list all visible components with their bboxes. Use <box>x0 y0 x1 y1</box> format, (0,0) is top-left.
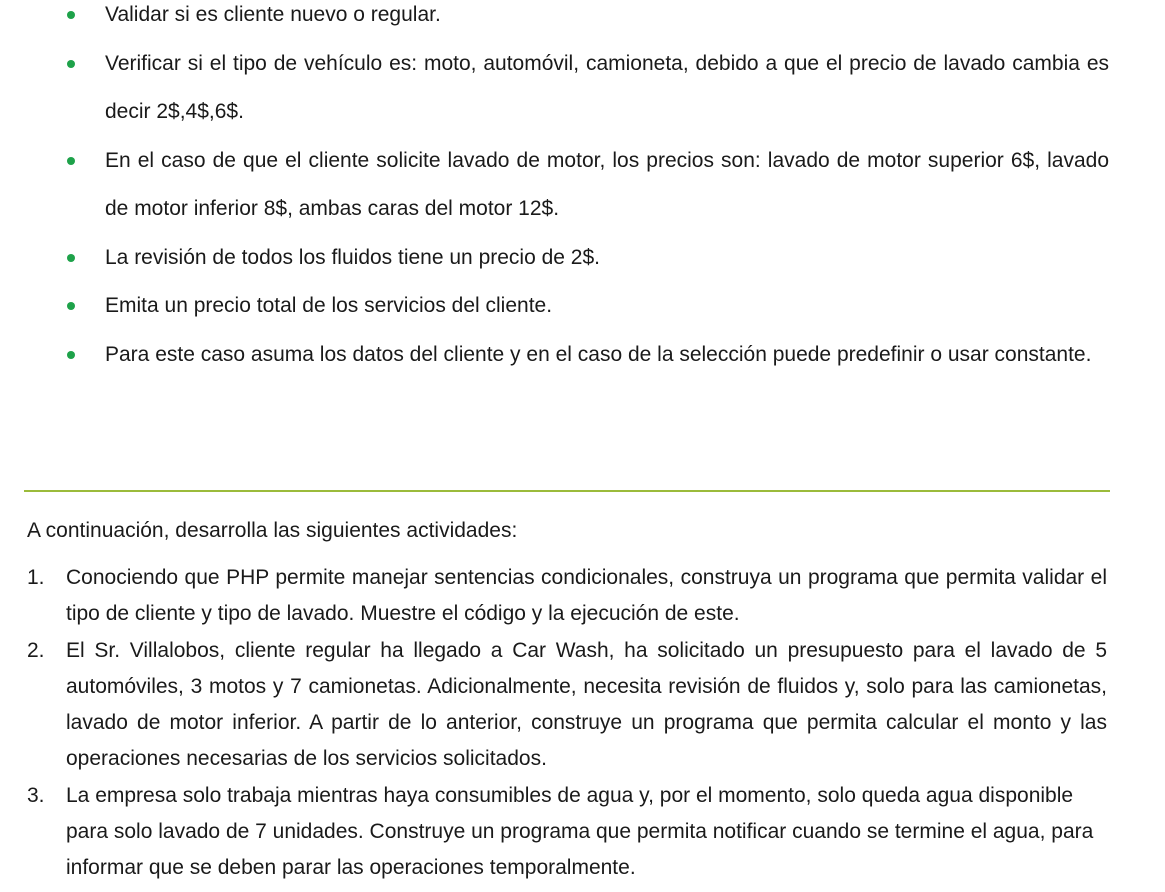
requirement-item <box>0 137 1165 234</box>
requirement-text: La revisión de todos los fluidos tiene un precio de 2$. <box>105 245 600 269</box>
activity-text: Conociendo que PHP permite manejar sentencias condicionales, construya un programa que permita validar el tipo de cliente y tipo de lavado. Muestre el código y la ejecución de este. <box>66 566 1107 626</box>
activities-intro: A continuación, desarrolla las siguientes actividades: <box>27 519 518 542</box>
bullet-icon <box>67 302 75 310</box>
activity-number: 1. <box>27 566 45 589</box>
requirements-list <box>0 0 1165 379</box>
bullet-icon <box>67 11 75 19</box>
bullet-icon <box>67 254 75 262</box>
requirement-text: Emita un precio total de los servicios del cliente. <box>105 294 553 317</box>
activity-number: 3. <box>27 783 45 807</box>
requirement-item <box>0 234 1165 283</box>
bullet-icon <box>67 351 75 359</box>
activities-list <box>0 560 1165 887</box>
requirement-text: En el caso de que el cliente solicite lavado de motor, los precios son: lavado de motor superior 6$, lavado de motor inferior 8$, ambas caras del motor 12$. <box>105 148 1109 220</box>
activity-text: La empresa solo trabaja mientras haya consumibles de agua y, por el momento, solo queda agua disponible para solo lavado de 7 unidades. Construye un programa que permita notificar cuando se termine el agua, para informar que se deben parar las operaciones temporalmente. <box>66 783 1094 880</box>
activity-item <box>0 560 1165 633</box>
requirement-item <box>0 331 1165 380</box>
requirement-item <box>0 282 1165 331</box>
requirement-text: Para este caso asuma los datos del cliente y en el caso de la selección puede predefinir o usar constante. <box>105 342 1092 366</box>
activity-item <box>0 633 1165 778</box>
bullet-icon <box>67 60 75 68</box>
requirement-item <box>0 40 1165 137</box>
activity-text: El Sr. Villalobos, cliente regular ha llegado a Car Wash, ha solicitado un presupuesto para el lavado de 5 automóviles, 3 motos y 7 camionetas. Adicionalmente, necesita revisión de fluidos y, solo para las camionetas, lavado de motor inferior. A partir de lo anterior, construye un programa que permita calcular el monto y las operaciones necesarias de los servicios solicitados. <box>66 638 1107 771</box>
bullet-icon <box>67 157 75 165</box>
activity-item <box>0 778 1165 887</box>
section-divider <box>24 490 1110 492</box>
requirement-text: Verificar si el tipo de vehículo es: moto, automóvil, camioneta, debido a que el precio de lavado cambia es decir 2$,4$,6$. <box>105 51 1109 123</box>
activity-number: 2. <box>27 638 45 662</box>
requirement-text: Validar si es cliente nuevo o regular. <box>105 3 441 26</box>
requirement-item <box>0 0 1165 40</box>
